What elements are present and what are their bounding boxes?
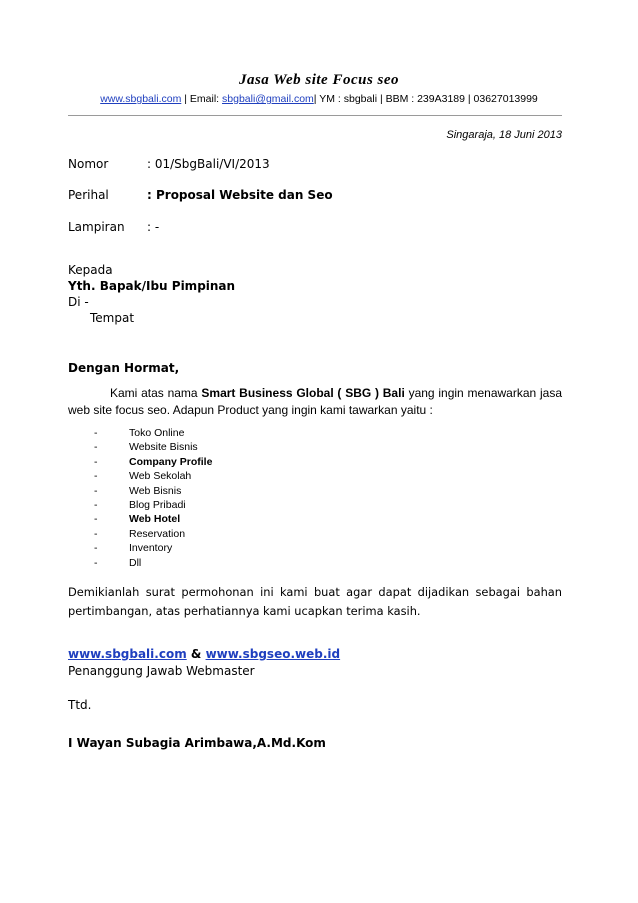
bullet-dash: - xyxy=(94,513,98,526)
letterhead-contact xyxy=(0,93,638,105)
list-item: - Web Hotel xyxy=(94,513,181,526)
company-name: Smart Business Global ( SBG ) Bali xyxy=(201,386,405,400)
signer-role: Penanggung Jawab Webmaster xyxy=(68,664,255,678)
ttd-label: Ttd. xyxy=(68,698,92,712)
list-item: - Company Profile xyxy=(94,455,213,468)
greeting: Dengan Hormat, xyxy=(68,361,180,375)
intro-part2: yang ingin menawarkan jasa web site focus seo. Adapun Product yang ingin kami tawarkan yaitu : xyxy=(68,386,562,417)
list-item: - Reservation xyxy=(94,527,186,540)
header-divider xyxy=(68,115,562,116)
bullet-dash: - xyxy=(94,498,98,511)
recipient-tempat: Tempat xyxy=(90,311,135,325)
list-item: - Toko Online xyxy=(94,427,185,439)
lampiran-label: Lampiran xyxy=(68,220,125,234)
footer-link-sbgseo[interactable]: www.sbgseo.web.id xyxy=(205,647,341,661)
list-item: - Web Bisnis xyxy=(94,484,182,497)
footer-amp: & xyxy=(190,647,202,661)
lampiran-value: : - xyxy=(147,220,160,234)
perihal-label: Perihal xyxy=(68,188,109,202)
bullet-dash: - xyxy=(94,484,98,497)
bullet-dash: - xyxy=(94,441,98,454)
bullet-dash: - xyxy=(94,470,98,483)
bullet-dash: - xyxy=(94,527,98,540)
recipient-name: Yth. Bapak/Ibu Pimpinan xyxy=(68,279,236,293)
website-link[interactable]: www.sbgbali.com xyxy=(100,93,182,105)
list-item: - Inventory xyxy=(94,542,173,555)
footer-link-sbgbali[interactable]: www.sbgbali.com xyxy=(68,647,187,661)
bullet-dash: - xyxy=(94,556,98,569)
recipient-di: Di - xyxy=(68,295,89,309)
signer-name: I Wayan Subagia Arimbawa,A.Md.Kom xyxy=(68,736,326,750)
list-item: - Web Sekolah xyxy=(94,470,192,483)
letter-date: Singaraja, 18 Juni 2013 xyxy=(446,129,562,141)
intro-part1: Kami atas nama xyxy=(110,386,198,400)
bullet-dash: - xyxy=(94,542,98,555)
list-item: - Website Bisnis xyxy=(94,441,198,454)
email-label: Email: xyxy=(189,93,220,105)
list-item: - Blog Pribadi xyxy=(94,498,186,511)
bullet-dash: - xyxy=(94,427,98,439)
list-item: - Dll xyxy=(94,556,142,569)
closing-paragraph: Demikianlah surat permohonan ini kami buat agar dapat dijadikan sebagai bahan pertimbangan, atas perhatiannya kami ucapkan terima kasih. xyxy=(68,585,562,618)
email-link[interactable]: sbgbali@gmail.com xyxy=(222,93,314,105)
contact-separator: | xyxy=(184,93,187,105)
contact-rest: | YM : sbgbali | BBM : 239A3189 | 03627013999 xyxy=(313,93,538,105)
bullet-dash: - xyxy=(94,455,98,468)
nomor-label: Nomor xyxy=(68,157,109,171)
perihal-value: : Proposal Website dan Seo xyxy=(147,188,333,202)
product-list xyxy=(94,426,212,570)
kepada-label: Kepada xyxy=(68,263,113,277)
footer-links xyxy=(68,647,340,661)
nomor-value: : 01/SbgBali/VI/2013 xyxy=(147,157,270,171)
intro-paragraph xyxy=(68,385,562,419)
letterhead-title: Jasa Web site Focus seo xyxy=(238,72,400,88)
